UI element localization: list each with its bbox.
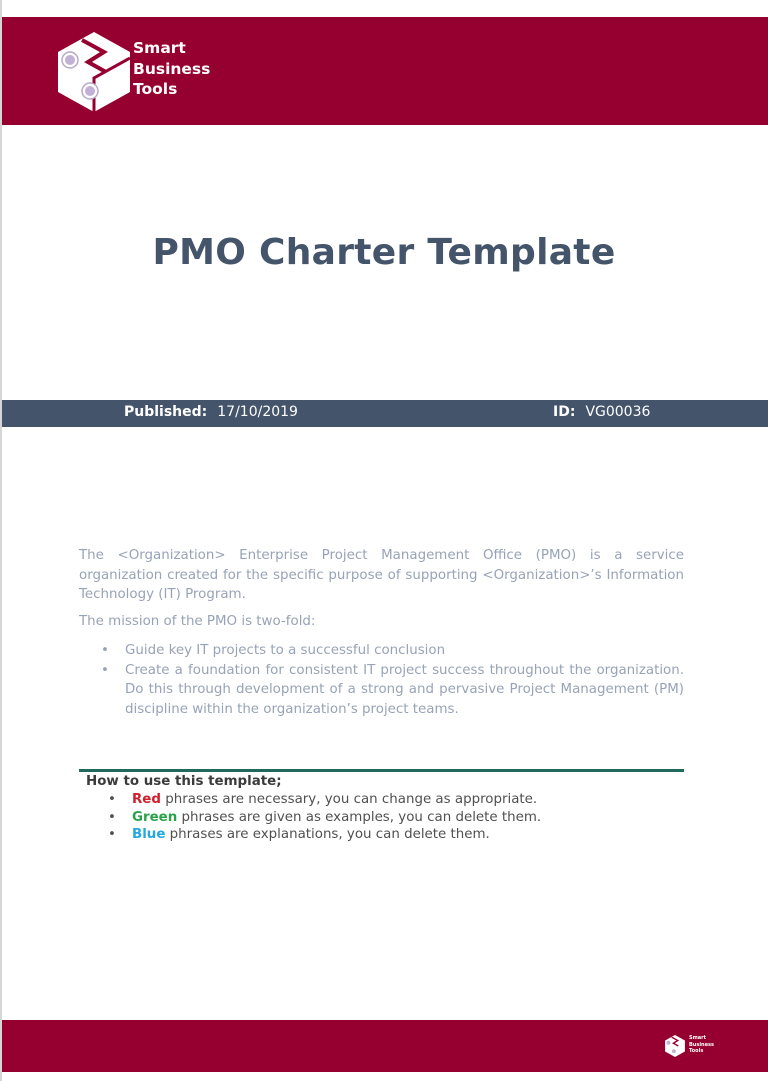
footer-brand-name — [689, 1035, 714, 1055]
list-item — [79, 641, 684, 661]
keyword-blue: Blue — [132, 827, 166, 842]
how-to-list — [86, 791, 541, 844]
list-item-text: phrases are necessary, you can change as appropriate. — [160, 792, 538, 807]
id-value: VG00036 — [585, 404, 651, 420]
smart-business-tools-logo-icon — [54, 30, 134, 114]
footer-logo-icon — [664, 1034, 686, 1058]
section-divider — [79, 769, 684, 772]
list-item — [79, 661, 684, 720]
list-item-text: phrases are explanations, you can delete them. — [165, 827, 490, 842]
brand-line: Tools — [689, 1048, 704, 1054]
published-field — [124, 404, 298, 420]
bullet-icon: • — [101, 643, 109, 658]
document-title: PMO Charter Template — [152, 232, 616, 273]
list-item — [86, 791, 541, 809]
list-item-text: Create a foundation for consistent IT project success throughout the organization. Do this through development of a strong and pervasive Project Management (PM) discipline within the organization’s project teams. — [125, 662, 684, 717]
keyword-green: Green — [132, 809, 178, 825]
brand-line: Business — [689, 1041, 714, 1048]
bullet-icon: • — [108, 827, 116, 842]
bullet-icon: • — [108, 809, 116, 825]
bullet-icon: • — [101, 662, 109, 678]
bullet-icon: • — [108, 792, 116, 807]
published-value: 17/10/2019 — [217, 404, 298, 420]
brand-name — [133, 38, 210, 100]
mission-list — [79, 641, 684, 719]
id-field — [553, 404, 650, 420]
footer-band — [2, 1020, 768, 1072]
mission-intro: The mission of the PMO is two-fold: — [79, 614, 316, 629]
page-edge — [0, 0, 2, 1081]
list-item-text: phrases are given as examples, you can delete them. — [177, 809, 542, 825]
list-item — [86, 826, 541, 844]
brand-line: Smart — [689, 1035, 707, 1041]
keyword-red: Red — [132, 792, 161, 807]
id-label: ID: — [553, 404, 576, 420]
brand-line: Business — [133, 59, 211, 78]
published-label: Published: — [124, 404, 208, 420]
brand-line: Smart — [133, 39, 186, 57]
list-item-text: Guide key IT projects to a successful conclusion — [125, 643, 446, 658]
how-to-heading: How to use this template; — [86, 774, 282, 789]
brand-line: Tools — [133, 80, 178, 98]
list-item — [86, 809, 541, 827]
meta-band — [2, 400, 768, 427]
intro-paragraph: The <Organization> Enterprise Project Management Office (PMO) is a service organization created for the specific purpose of supporting <Organization>’s Information Technology (IT) Program. — [79, 548, 684, 602]
